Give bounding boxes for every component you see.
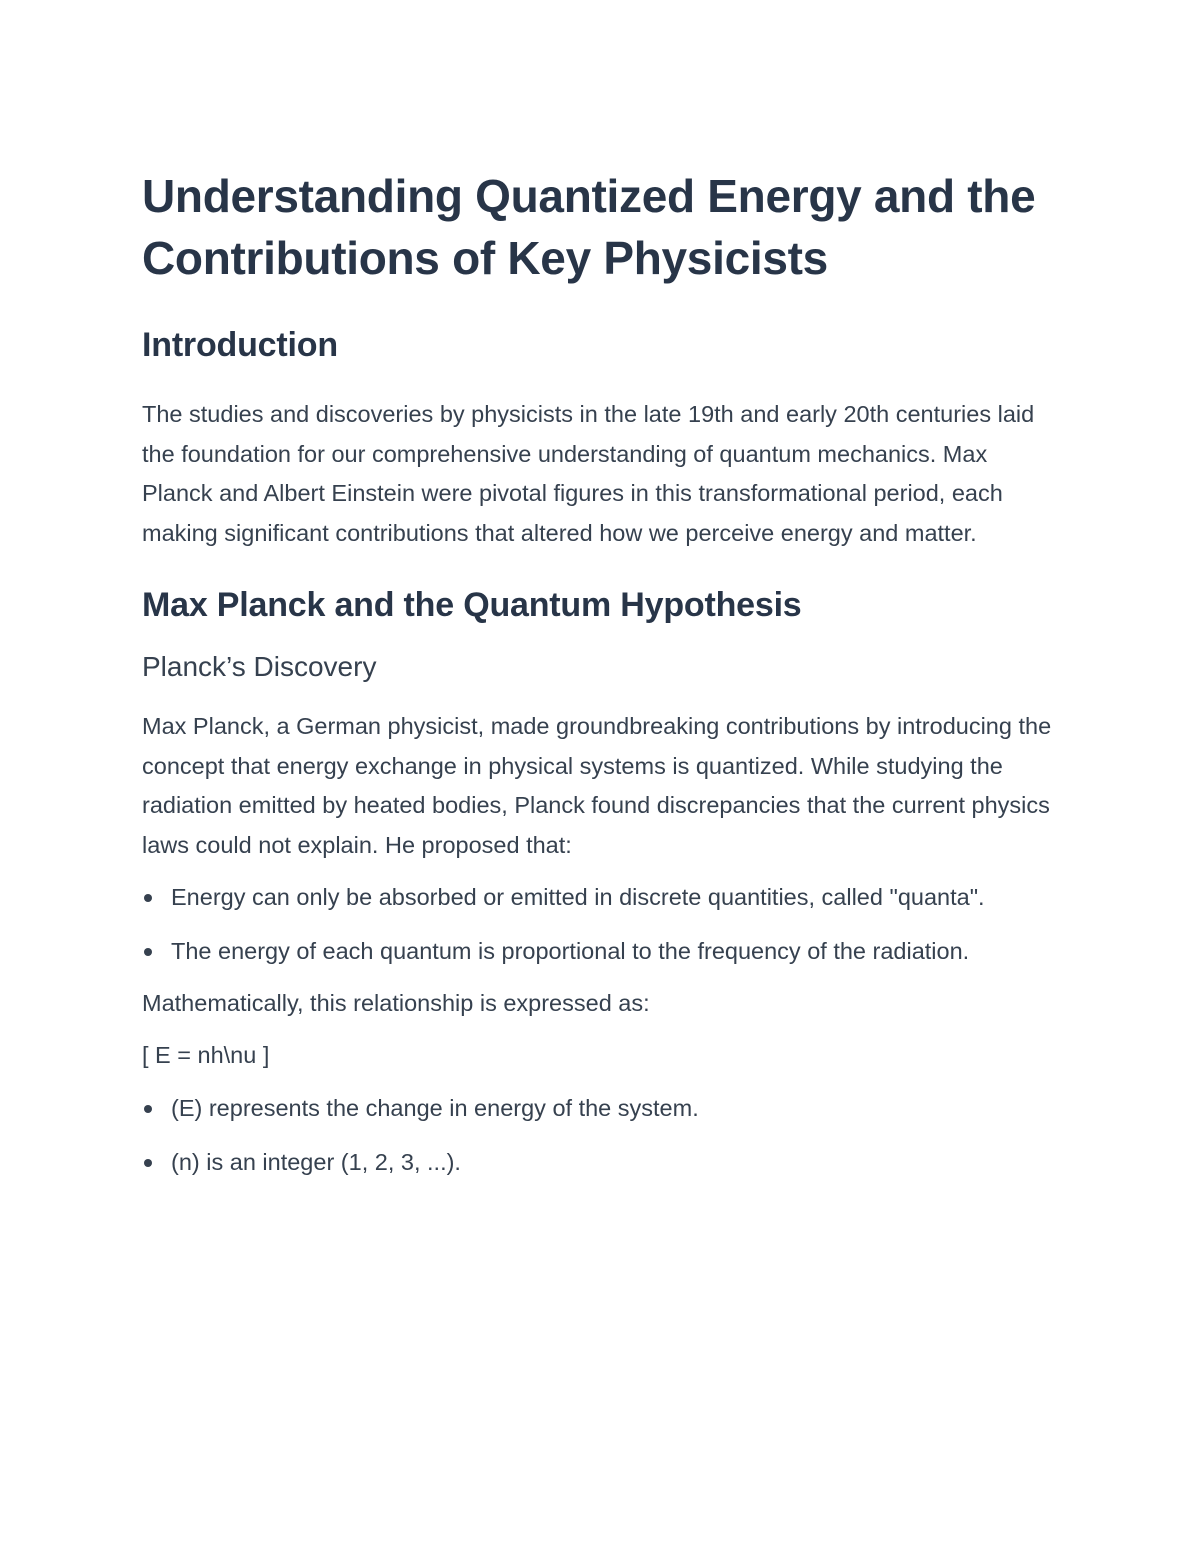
document-title: Understanding Quantized Energy and the Contributions of Key Physicists bbox=[142, 170, 1036, 284]
list-item-text: (E) represents the change in energy of the system. bbox=[171, 1095, 699, 1121]
bullet-icon bbox=[144, 894, 152, 902]
bullet-icon bbox=[144, 948, 152, 956]
list-item bbox=[142, 878, 1062, 918]
plancks-discovery-subheading: Planck’s Discovery bbox=[142, 651, 377, 682]
introduction-heading: Introduction bbox=[142, 326, 338, 364]
energy-formula: [ E = nh\nu ] bbox=[142, 1041, 270, 1068]
list-item bbox=[142, 932, 1062, 972]
definitions-list bbox=[142, 1089, 1062, 1182]
list-item-text: The energy of each quantum is proportional to the frequency of the radiation. bbox=[171, 937, 970, 964]
list-item-text: (n) is an integer (1, 2, 3, ...). bbox=[171, 1148, 461, 1175]
bullet-icon bbox=[144, 1105, 152, 1113]
list-item bbox=[142, 1143, 1062, 1183]
list-item bbox=[142, 1089, 1062, 1129]
list-item-text: Energy can only be absorbed or emitted in discrete quantities, called "quanta". bbox=[171, 884, 985, 910]
math-intro-text: Mathematically, this relationship is expressed as: bbox=[142, 990, 650, 1016]
max-planck-heading: Max Planck and the Quantum Hypothesis bbox=[142, 586, 802, 624]
proposals-list bbox=[142, 878, 1062, 971]
introduction-paragraph: The studies and discoveries by physicists in the late 19th and early 20th centuries laid the foundation for our comprehensive understanding of quantum mechanics. Max Planck and Albert Einstein were pivotal figures in this transformational period, each making significant contributions that altered how we perceive energy and matter. bbox=[142, 401, 1035, 546]
plancks-discovery-paragraph: Max Planck, a German physicist, made groundbreaking contributions by introducing the concept that energy exchange in physical systems is quantized. While studying the radiation emitted by heated bodies, Planck found discrepancies that the current physics laws could not explain. He proposed that: bbox=[142, 713, 1052, 858]
document-page bbox=[142, 165, 1062, 1182]
bullet-icon bbox=[144, 1159, 152, 1167]
